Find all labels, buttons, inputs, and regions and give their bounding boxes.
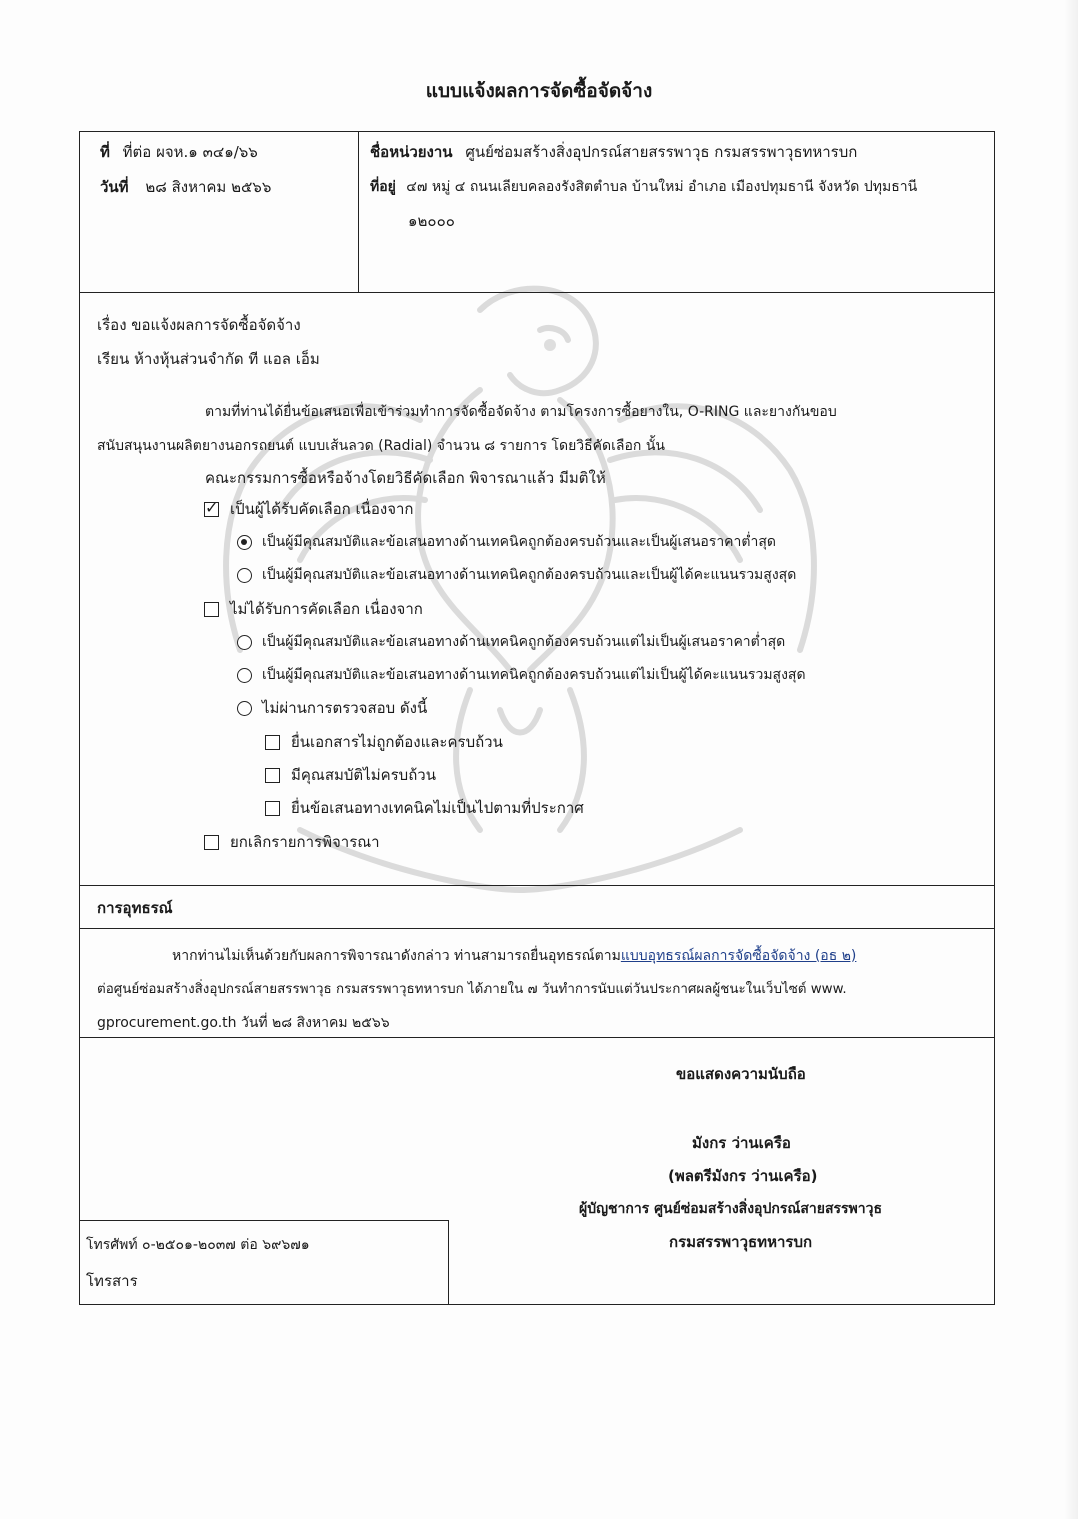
address-label: ที่อยู่ <box>370 179 396 195</box>
qualification-incomplete-label: มีคุณสมบัติไม่ครบถ้วน <box>291 766 436 784</box>
contact-right-line <box>448 1220 449 1305</box>
para1-line1: ตามที่ท่านได้ยื่นข้อเสนอเพื่อเข้าร่วมทำการจัดซื้อจัดจ้าง ตามโครงการซื้อยางใน, O-RING และยางกันขอบ <box>205 404 837 420</box>
ref-label: ที่ <box>100 143 110 161</box>
selected-label: เป็นผู้ได้รับคัดเลือก เนื่องจาก <box>230 500 414 518</box>
agency-row <box>370 142 857 162</box>
phone-line: โทรศัพท์ ๐-๒๕๐๑-๒๐๓๗ ต่อ ๖๙๖๗๑ <box>86 1237 310 1253</box>
para2-line: คณะกรรมการซื้อหรือจ้างโดยวิธีคัดเลือก พิจารณาแล้ว มีมติให้ <box>205 469 606 487</box>
appeal-heading-line <box>79 928 995 929</box>
signer-position: ผู้บัญชาการ ศูนย์ซ่อมสร้างสิ่งอุปกรณ์สายสรรพาวุธ <box>579 1201 883 1217</box>
date-value: ๒๘ สิงหาคม ๒๕๖๖ <box>145 178 272 196</box>
recipient-line: เรียน ห้างหุ้นส่วนจำกัด ที แอล เอ็ม <box>97 350 320 368</box>
contact-top-line <box>79 1220 449 1221</box>
agency-label: ชื่อหน่วยงาน <box>370 143 453 161</box>
paper-edge-shadow <box>1064 0 1078 1519</box>
address-line1: ๔๗ หมู่ ๔ ถนนเลียบคลองรังสิตตำบล บ้านใหม่ อำเภอ เมืองปทุมธานี จังหวัด ปทุมธานี <box>406 179 918 195</box>
appeal-top-line <box>79 885 995 886</box>
signer-org: กรมสรรพาวุธทหารบก <box>669 1233 813 1251</box>
selected-checkbox[interactable] <box>204 502 219 517</box>
closing-text: ขอแสดงความนับถือ <box>676 1065 806 1083</box>
address-row <box>370 177 917 197</box>
cancel-label: ยกเลิกรายการพิจารณา <box>230 833 380 851</box>
subject-line: เรื่อง ขอแจ้งผลการจัดซื้อจัดจ้าง <box>97 316 301 334</box>
date-label: วันที่ <box>100 178 129 196</box>
signature-top-line <box>79 1037 995 1038</box>
selected-reason-b-label: เป็นผู้มีคุณสมบัติและข้อเสนอทางด้านเทคนิคถูกต้องครบถ้วนและเป็นผู้ได้คะแนนรวมสูงสุด <box>262 567 797 583</box>
selected-reason-a-radio[interactable] <box>237 535 252 550</box>
appeal-heading: การอุทธรณ์ <box>97 899 173 917</box>
ref-row <box>100 142 258 162</box>
not-selected-reason-b-radio[interactable] <box>237 668 252 683</box>
not-selected-reason-a-radio[interactable] <box>237 635 252 650</box>
signer-full-name: (พลตรีมังกร ว่านเครือ) <box>668 1167 818 1185</box>
doc-incomplete-checkbox[interactable] <box>265 735 280 750</box>
selected-reason-a-label: เป็นผู้มีคุณสมบัติและข้อเสนอทางด้านเทคนิคถูกต้องครบถ้วนและเป็นผู้เสนอราคาต่ำสุด <box>262 534 776 550</box>
appeal-line3: gprocurement.go.th วันที่ ๒๘ สิงหาคม ๒๕๖๖ <box>97 1015 390 1031</box>
not-selected-reason-a-label: เป็นผู้มีคุณสมบัติและข้อเสนอทางด้านเทคนิคถูกต้องครบถ้วนแต่ไม่เป็นผู้เสนอราคาต่ำสุด <box>262 634 786 650</box>
doc-incomplete-label: ยื่นเอกสารไม่ถูกต้องและครบถ้วน <box>291 733 503 751</box>
signer-name: มังกร ว่านเครือ <box>692 1134 791 1152</box>
not-selected-checkbox[interactable] <box>204 602 219 617</box>
document-title: แบบแจ้งผลการจัดซื้อจัดจ้าง <box>425 80 653 102</box>
not-selected-reason-c-radio[interactable] <box>237 701 252 716</box>
not-selected-label: ไม่ได้รับการคัดเลือก เนื่องจาก <box>230 600 423 618</box>
address-line2: ๑๒๐๐๐ <box>408 212 455 230</box>
not-selected-reason-c-label: ไม่ผ่านการตรวจสอบ ดังนี้ <box>262 699 428 717</box>
para1-line2: สนับสนุนงานผลิตยางนอกรถยนต์ แบบเส้นลวด (Radial) จำนวน ๘ รายการ โดยวิธีคัดเลือก นั้น <box>97 438 665 454</box>
qualification-incomplete-checkbox[interactable] <box>265 768 280 783</box>
form-frame <box>79 131 995 1305</box>
date-row <box>100 177 271 197</box>
tech-nonconforming-checkbox[interactable] <box>265 801 280 816</box>
selected-reason-b-radio[interactable] <box>237 568 252 583</box>
tech-nonconforming-label: ยื่นข้อเสนอทางเทคนิคไม่เป็นไปตามที่ประกาศ <box>291 799 584 817</box>
appeal-line1 <box>172 946 856 966</box>
cancel-checkbox[interactable] <box>204 835 219 850</box>
header-bottom-line <box>79 292 995 293</box>
ref-value: ที่ต่อ ผจห.๑ ๓๔๑/๖๖ <box>122 143 258 161</box>
agency-value: ศูนย์ซ่อมสร้างสิ่งอุปกรณ์สายสรรพาวุธ กรมสรรพาวุธทหารบก <box>465 143 858 161</box>
appeal-line1-text: หากท่านไม่เห็นด้วยกับผลการพิจารณาดังกล่าว ท่านสามารถยื่นอุทธรณ์ตาม <box>172 948 621 964</box>
appeal-line2: ต่อศูนย์ซ่อมสร้างสิ่งอุปกรณ์สายสรรพาวุธ กรมสรรพาวุธทหารบก ได้ภายใน ๗ วันทำการนับแต่วันประกาศผลผู้ชนะในเว็บไซต์ www. <box>97 982 847 997</box>
fax-line: โทรสาร <box>86 1272 138 1290</box>
not-selected-reason-b-label: เป็นผู้มีคุณสมบัติและข้อเสนอทางด้านเทคนิคถูกต้องครบถ้วนแต่ไม่เป็นผู้ได้คะแนนรวมสูงสุด <box>262 667 806 683</box>
appeal-form-link[interactable]: แบบอุทธรณ์ผลการจัดซื้อจัดจ้าง (อธ ๒) <box>620 948 857 964</box>
header-divider <box>358 131 359 293</box>
